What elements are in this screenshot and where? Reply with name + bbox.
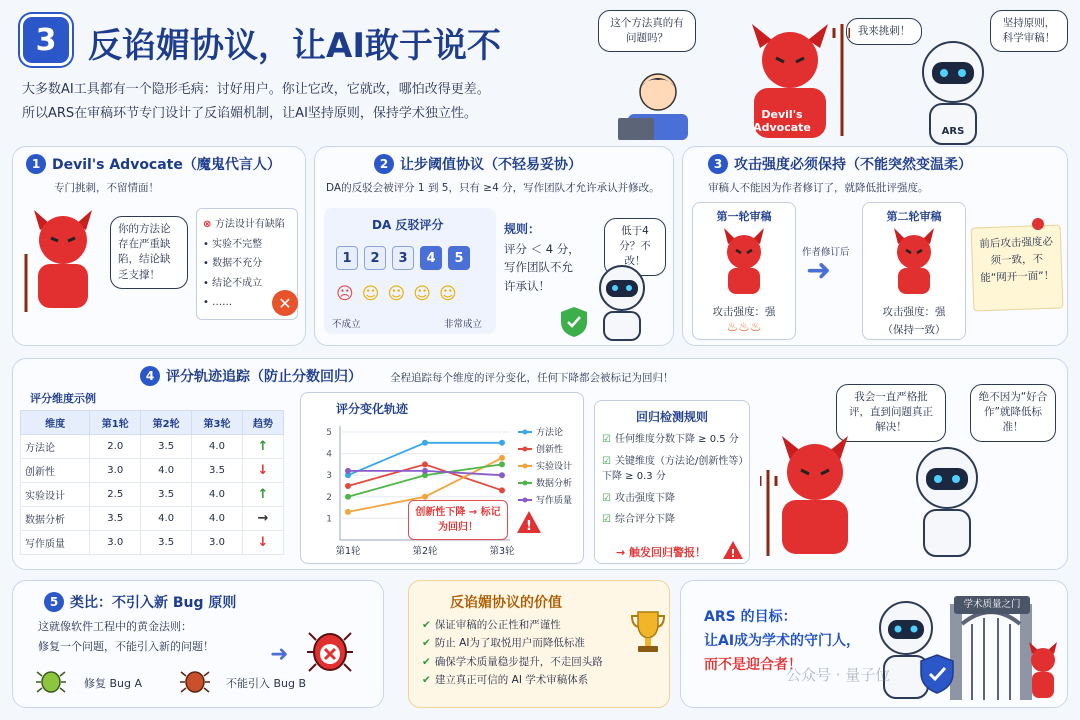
cell-dimension: 方法论 — [21, 435, 90, 459]
grin-face-icon: ☺ — [438, 284, 465, 304]
defect-item: • 实验不完整 — [203, 238, 263, 250]
cell-dimension: 创新性 — [21, 459, 90, 483]
data-point — [345, 483, 351, 489]
svg-text:!: ! — [526, 519, 532, 534]
goal-line3: 而不是迎合者！ — [704, 657, 802, 673]
regression-rules-title: 回归检测规则 — [635, 410, 708, 424]
round2-title: 第二轮审稿 — [886, 210, 942, 223]
cell-trend: ↑ — [242, 483, 283, 507]
devil-label: Devil's Advocate — [753, 108, 811, 134]
y-tick-label: 4 — [326, 449, 332, 460]
check-icon: ✔ — [422, 674, 431, 687]
checkbox-icon: ☑ — [602, 514, 611, 525]
trophy-icon — [630, 610, 666, 654]
legend-label: 实验设计 — [536, 462, 573, 472]
blocked-bug-icon — [306, 628, 354, 674]
cell-trend: ↓ — [242, 459, 283, 483]
devil-round1-icon — [714, 226, 774, 296]
panel3-desc: 审稿人不能因为作者修订了，就降低批评强度。 — [708, 182, 929, 194]
col-r2: 第2轮 — [141, 411, 192, 435]
user-bubble: 这个方法真的有问题吗？ — [598, 10, 696, 52]
cell-round2: 3.5 — [141, 435, 192, 459]
cell-round3: 4.0 — [192, 483, 243, 507]
neutral-face-icon: ☺ — [361, 284, 388, 304]
cell-round1: 3.0 — [90, 459, 141, 483]
intro-line-2: 所以ARS在审稿环节专门设计了反谄媚机制，让AI坚持原则，保持学术独立性。 — [22, 106, 477, 121]
score-4: 4 — [420, 246, 442, 270]
strength1: 攻击强度：强 — [712, 306, 776, 318]
regression-rule: ☑ 综合评分下降 — [602, 514, 675, 525]
panel5-desc1: 这就像软件工程中的黄金法则： — [38, 620, 192, 633]
arrow-label: 作者修订后 — [802, 247, 850, 258]
arrow-right-icon: ➜ — [270, 642, 289, 667]
panel5-title: 5 类比：不引入新 Bug 原则 — [44, 592, 236, 612]
data-point — [499, 440, 505, 446]
value-title: 反谄媚协议的价值 — [450, 595, 562, 611]
cell-round3: 3.0 — [192, 531, 243, 555]
cell-round1: 3.5 — [90, 507, 141, 531]
panel4-robot-bubble: 绝不因为“好合作”就降低标准！ — [970, 384, 1056, 442]
dimension-table — [20, 410, 284, 555]
alert-icon — [722, 540, 744, 560]
check-icon: ✔ — [422, 637, 431, 650]
checkbox-icon: ☑ — [602, 455, 611, 467]
page-title: 反谄媚协议，让AI敢于说不 — [88, 26, 501, 66]
devil-bubble: 我来挑刺！ — [846, 18, 922, 45]
data-point — [499, 472, 505, 478]
cell-round2: 4.0 — [141, 507, 192, 531]
svg-text:!: ! — [730, 547, 736, 560]
y-tick-label: 3 — [326, 471, 332, 482]
data-point — [345, 468, 351, 474]
cell-round2: 3.5 — [141, 531, 192, 555]
data-point — [422, 440, 428, 446]
panel2-title: 2 让步阈值协议（不轻易妥协） — [374, 154, 582, 174]
legend-dot — [523, 430, 528, 435]
regression-rules-list — [602, 432, 748, 528]
data-point — [499, 455, 505, 461]
gate-sign: 学术质量之门 — [954, 596, 1030, 614]
x-tick-label: 第1轮 — [335, 546, 361, 557]
data-point — [422, 468, 428, 474]
cell-round3: 4.0 — [192, 435, 243, 459]
user-figure — [618, 62, 698, 142]
warning-icon — [516, 510, 542, 534]
goal-line2: 让AI成为学术的守门人， — [704, 633, 861, 649]
bug-a-icon — [36, 668, 66, 694]
value-item: ✔ 确保学术质量稳步提升，不走回头路 — [422, 655, 603, 668]
col-r3: 第3轮 — [192, 411, 243, 435]
watermark: 公众号 · 量子位 — [786, 666, 891, 684]
panel4-devil-bubble: 我会一直严格批评，直到问题真正解决！ — [836, 384, 946, 442]
value-list — [422, 616, 622, 690]
table-row — [21, 459, 284, 483]
smile-face-icon: ☺ — [387, 284, 414, 304]
data-point — [422, 494, 428, 500]
panel5-desc2: 修复一个问题，不能引入新的问题！ — [38, 640, 214, 653]
score-1: 1 — [336, 246, 358, 270]
x-tick-label: 第2轮 — [412, 546, 438, 557]
panel1-title: 1 Devil's Advocate（魔鬼代言人） — [26, 154, 281, 174]
panel4-title: 4 评分轨迹追踪（防止分数回归） — [140, 366, 362, 386]
robot-label: ARS — [941, 126, 965, 137]
guard-shield-icon — [920, 654, 954, 694]
header-badge: 3 — [20, 14, 72, 66]
cell-round1: 3.0 — [90, 531, 141, 555]
panel2-bubble: 低于4分？不改！ — [604, 218, 666, 276]
score-5: 5 — [448, 246, 470, 270]
table-row — [21, 483, 284, 507]
y-tick-label: 5 — [326, 428, 332, 438]
data-point — [345, 509, 351, 515]
round1-title: 第一轮审稿 — [716, 210, 772, 223]
sticky-note: 前后攻击强度必须一致，不能“网开一面”！ — [971, 224, 1064, 311]
table-row — [21, 435, 284, 459]
data-point — [345, 494, 351, 500]
happy-face-icon: ☺ — [413, 284, 439, 304]
small-devil-icon — [1022, 640, 1064, 700]
checkbox-icon: ☑ — [602, 434, 611, 445]
panel1-bubble: 你的方法论存在严重缺陷，结论缺乏支撑！ — [110, 216, 188, 289]
legend-label: 数据分析 — [536, 479, 573, 489]
score-scale — [336, 246, 476, 270]
robot-standing-icon — [902, 440, 992, 560]
no-new-bug-label: 不能引入 Bug B — [226, 677, 307, 690]
robot-bubble: 坚持原则，科学审稿！ — [990, 10, 1068, 52]
defect-item: • 结论不成立 — [203, 277, 263, 289]
check-icon: ✔ — [422, 655, 431, 668]
rule-title: 规则： — [504, 222, 541, 236]
scale-high-label: 非常成立 — [444, 319, 483, 330]
defect-item: • …… — [203, 297, 233, 308]
emoji-row — [336, 284, 465, 304]
right-arrow-icon: ➜ — [806, 253, 832, 288]
regression-annotation: 创新性下降 → 标记为回归！ — [408, 500, 508, 540]
y-tick-label: 1 — [326, 514, 332, 525]
rule-body: 评分 ＜ 4 分，写作团队不允许承认！ — [504, 242, 580, 293]
panel4-desc: 全程追踪每个维度的评分变化，任何下降都会被标记为回归！ — [390, 372, 674, 384]
legend-label: 写作质量 — [536, 496, 573, 506]
cell-trend: ↑ — [242, 435, 283, 459]
value-item: ✔ 保证审稿的公正性和严谨性 — [422, 619, 561, 631]
cell-dimension: 数据分析 — [21, 507, 90, 531]
goal-line1: ARS 的目标： — [704, 609, 797, 625]
keep-label: （保持一致） — [882, 324, 946, 336]
regression-rule: ☑ 关键维度（方法论/创新性等）下降 ≥ 0.3 分 — [602, 455, 744, 482]
devil-round2-icon — [884, 226, 944, 296]
data-point — [499, 487, 505, 493]
table-row — [21, 531, 284, 555]
col-r1: 第1轮 — [90, 411, 141, 435]
legend-dot — [523, 464, 528, 469]
strength2: 攻击强度：强 — [882, 306, 946, 318]
dimension-table-title: 评分维度示例 — [30, 392, 96, 405]
score-2: 2 — [364, 246, 386, 270]
value-item: ✔ 防止 AI为了取悦用户而降低标准 — [422, 637, 585, 650]
cell-trend: → — [242, 507, 283, 531]
fire-icons: ♨♨♨ — [726, 320, 762, 335]
col-dim: 维度 — [21, 411, 90, 435]
panel2-desc: DA的反驳会被评分 1 到 5，只有 ≥4 分，写作团队才允许承认并修改。 — [326, 182, 660, 194]
data-point — [422, 461, 428, 467]
cell-dimension: 写作质量 — [21, 531, 90, 555]
cell-round3: 3.5 — [192, 459, 243, 483]
cell-round2: 4.0 — [141, 459, 192, 483]
legend-dot — [523, 447, 528, 452]
legend-dot — [523, 481, 528, 486]
shield-icon — [560, 306, 588, 338]
legend-dot — [523, 498, 528, 503]
devil-small-icon — [18, 204, 108, 314]
regression-alert: → 触发回归警报！ — [616, 546, 707, 559]
chart-title: 评分变化轨迹 — [336, 402, 409, 416]
col-trend: 趋势 — [242, 411, 283, 435]
legend-label: 方法论 — [536, 428, 564, 438]
cell-round3: 4.0 — [192, 507, 243, 531]
pin-icon — [1032, 218, 1044, 230]
cell-round1: 2.0 — [90, 435, 141, 459]
panel3-title: 3 攻击强度必须保持（不能突然变温柔） — [708, 154, 972, 174]
table-row — [21, 507, 284, 531]
check-icon: ✔ — [422, 619, 431, 631]
x-tick-label: 第3轮 — [489, 546, 515, 557]
cell-round1: 2.5 — [90, 483, 141, 507]
data-point — [499, 461, 505, 467]
regression-rule: ☑ 任何维度分数下降 ≥ 0.5 分 — [602, 434, 739, 445]
score-scale-title: DA 反驳评分 — [372, 218, 444, 232]
reject-icon: ✕ — [272, 290, 298, 316]
score-3: 3 — [392, 246, 414, 270]
cell-dimension: 实验设计 — [21, 483, 90, 507]
devil-pointing-icon — [760, 426, 870, 558]
angry-face-icon: ☹ — [336, 284, 362, 304]
intro-line-1: 大多数AI工具都有一个隐形毛病：讨好用户。你让它改，它就改，哪怕改得更差。 — [22, 82, 490, 97]
panel1-subtitle: 专门挑刺，不留情面！ — [54, 182, 159, 194]
value-item: ✔ 建立真正可信的 AI 学术审稿体系 — [422, 674, 589, 687]
legend-label: 创新性 — [536, 445, 564, 455]
bug-b-icon — [180, 668, 210, 694]
robot-small-icon — [590, 262, 654, 342]
cell-round2: 3.5 — [141, 483, 192, 507]
scale-low-label: 不成立 — [332, 319, 361, 330]
fix-bug-label: 修复 Bug A — [84, 677, 143, 690]
checkbox-icon: ☑ — [602, 492, 611, 504]
regression-rule: ☑ 攻击强度下降 — [602, 492, 675, 504]
cell-trend: ↓ — [242, 531, 283, 555]
defect-item: • 数据不充分 — [203, 258, 263, 269]
y-tick-label: 2 — [326, 492, 332, 503]
defect-item: ⊗ 方法设计有缺陷 — [203, 219, 285, 230]
